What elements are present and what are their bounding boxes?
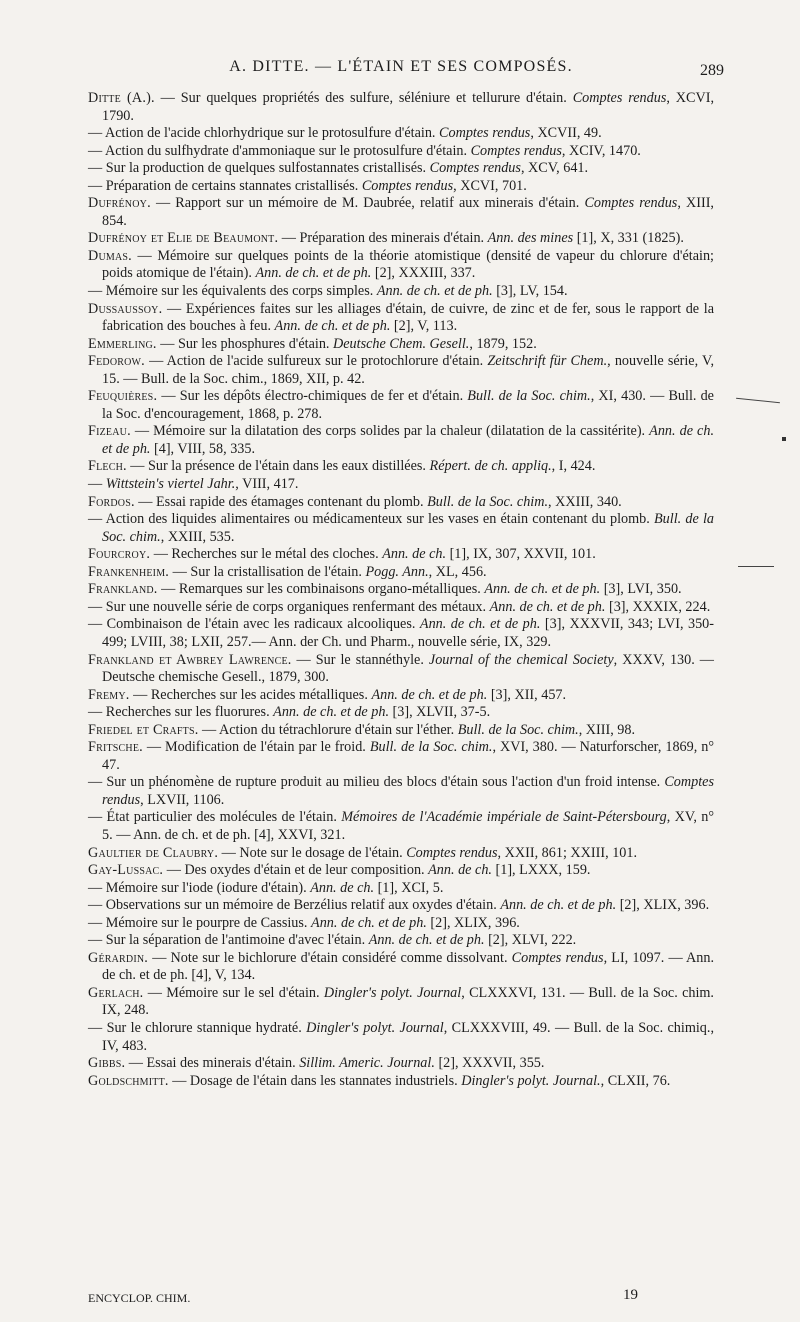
bibliography-entry — [88, 704, 714, 722]
bibliography-entry — [88, 564, 714, 582]
bibliography-entry — [88, 1055, 714, 1073]
entry-source: Ann. de ch. et de ph. — [102, 423, 714, 457]
bibliography-entry — [88, 90, 714, 125]
bibliography-entry — [88, 985, 714, 1020]
entry-source: Wittstein's viertel Jahr. — [105, 476, 236, 493]
entry-title: — Sur le stannéthyle. — [291, 651, 429, 668]
entry-title: — Action du sulfhydrate d'ammoniaque sur le protosulfure d'étain. — [88, 142, 471, 159]
bibliography-entry — [88, 687, 714, 705]
entry-volume: , XCVI, 1790. — [102, 90, 715, 124]
bibliography-entry — [88, 283, 714, 301]
entry-author: Dufrénoy et Elie de Beaumont. — [88, 230, 279, 247]
entry-source: Zeitschrift für Chem. — [487, 353, 608, 370]
entry-volume: , I, 424. — [551, 458, 596, 475]
entry-title: — Sur la cristallisation de l'étain. — [169, 563, 366, 580]
entry-title: — Sur une nouvelle série de corps organiques renfermant des métaux. — [88, 598, 490, 615]
entry-title: — Combinaison de l'étain avec les radicaux alcooliques. — [88, 616, 420, 633]
bibliography-entry — [88, 230, 714, 248]
bibliography-entry — [88, 774, 714, 809]
bibliography-entry — [88, 494, 714, 512]
entry-author: Feuquières. — [88, 388, 158, 405]
entry-source: Ann. de ch. et de ph. — [376, 283, 493, 300]
bibliography-entry — [88, 248, 714, 283]
entry-title: — Mémoire sur le sel d'étain. — [143, 984, 324, 1001]
entry-volume: [3], LVI, 350. — [600, 581, 682, 598]
entry-author: Dumas. — [88, 247, 132, 264]
entry-author: Fourcroy. — [88, 546, 151, 563]
entry-source: Sillim. Americ. Journal. — [299, 1055, 435, 1072]
entry-volume: , XCV, 641. — [520, 160, 589, 177]
entry-title: — Sur les phosphures d'étain. — [156, 335, 334, 352]
bibliography-entry — [88, 739, 714, 774]
entry-volume: [1], X, 331 (1825). — [573, 230, 684, 247]
entry-title: — Note sur le bichlorure d'étain considéré comme dissolvant. — [148, 949, 512, 966]
entry-source: Ann. de ch. et de ph. — [274, 318, 391, 335]
entry-source: Ann. de ch. — [428, 862, 492, 879]
entry-volume: [2], XXXVII, 355. — [434, 1055, 545, 1072]
entry-title: — Note sur le dosage de l'étain. — [218, 844, 407, 861]
entry-title: — Sur la séparation de l'antimoine d'avec l'étain. — [88, 932, 369, 949]
entry-author: Frankland et Awbrey Lawrence. — [88, 651, 292, 668]
page-footer — [88, 1287, 638, 1306]
entry-author: Fordos. — [88, 493, 135, 510]
entry-title: — Dosage de l'étain dans les stannates industriels. — [168, 1072, 462, 1089]
entry-source: Comptes rendus — [584, 195, 678, 212]
bibliography-entry — [88, 353, 714, 388]
entry-volume: , XXIII, 535. — [160, 528, 235, 545]
bibliography-entry — [88, 511, 714, 546]
entry-author: Frankenheim. — [88, 563, 170, 580]
entry-title: — Action des liquides alimentaires ou médicamenteux sur les vases en étain contenant du plomb. — [88, 511, 654, 528]
margin-dot — [782, 437, 786, 441]
entry-source: Ann. de ch. — [310, 879, 375, 896]
entry-volume: , XCVI, 701. — [453, 177, 527, 194]
entry-author: Dussaussoy. — [88, 300, 163, 317]
entry-volume: , XVI, 380. — Naturforscher, 1869, n° 47. — [102, 739, 714, 773]
entry-author: Frankland. — [88, 581, 158, 598]
running-title: A. DITTE. — L'ÉTAIN ET SES COMPOSÉS. — [229, 58, 573, 75]
entry-author: Emmerling. — [88, 335, 157, 352]
entry-source: Dingler's polyt. Journal — [323, 984, 462, 1001]
entry-source: Bull. de la Soc. chim. — [427, 493, 549, 510]
entry-author: Ditte (A.). — [88, 90, 155, 106]
entry-author: Fedorow. — [88, 353, 145, 370]
entry-source: Bull. de la Soc. chim. — [102, 511, 714, 545]
entry-title: — Mémoire sur l'iode (iodure d'étain). — [88, 879, 311, 896]
bibliography-entry — [88, 195, 714, 230]
entry-title: — Sur un phénomène de rupture produit au milieu des blocs d'étain sous l'action d'un froid intense. — [88, 774, 665, 791]
entry-volume: , XXIII, 340. — [548, 493, 622, 510]
entry-source: Bull. de la Soc. chim. — [467, 388, 591, 405]
entry-source: Ann. de ch. et de ph. — [273, 704, 389, 721]
entry-volume: [4], VIII, 58, 335. — [150, 440, 256, 457]
entry-volume: , XXII, 861; XXIII, 101. — [497, 844, 638, 861]
bibliography-entry — [88, 809, 714, 844]
entry-title: — Action du tétrachlorure d'étain sur l'éther. — [198, 721, 458, 738]
bibliography-entry — [88, 336, 714, 354]
entry-source: Dingler's polyt. Journal — [306, 1019, 444, 1036]
entry-title: — Modification de l'étain par le froid. — [142, 739, 370, 756]
entry-volume: , XIII, 98. — [578, 721, 636, 738]
entry-source: Journal of the chemical Society — [428, 651, 614, 668]
entry-source: Ann. de ch. et de ph. — [484, 581, 601, 598]
bibliography-list — [88, 90, 714, 1090]
entry-title: — Essai rapide des étamages contenant du plomb. — [134, 493, 428, 510]
entry-volume: , XCIV, 1470. — [561, 142, 641, 159]
entry-volume: [1], IX, 307, XXVII, 101. — [446, 546, 596, 563]
bibliography-entry — [88, 476, 714, 494]
entry-source: Dingler's polyt. Journal. — [461, 1072, 601, 1089]
entry-source: Pogg. Ann. — [365, 563, 429, 580]
entry-title: — Rapport sur un mémoire de M. Daubrée, relatif aux minerais d'étain. — [150, 195, 585, 212]
bibliography-entry — [88, 1073, 714, 1091]
entry-author: Gaultier de Claubry. — [88, 844, 219, 861]
bibliography-entry — [88, 388, 714, 423]
entry-title: — — [88, 476, 106, 493]
bibliography-entry — [88, 1020, 714, 1055]
entry-author: Goldschmitt. — [88, 1072, 169, 1089]
entry-source: Bull. de la Soc. chim. — [369, 739, 493, 756]
entry-title: — Action de l'acide chlorhydrique sur le protosulfure d'étain. — [88, 125, 440, 142]
entry-source: Ann. de ch. et de ph. — [489, 598, 606, 615]
entry-volume: [2], XLIX, 396. — [426, 914, 520, 931]
entry-title: — Préparation des minerais d'étain. — [278, 230, 488, 247]
entry-volume: , XIII, 854. — [102, 195, 714, 229]
entry-title: — Expériences faites sur les alliages d'étain, de cuivre, de zinc et de fer, sous le rapport de la fabrication des bouches à feu. — [102, 300, 714, 335]
entry-source: Ann. de ch. et de ph. — [368, 932, 485, 949]
entry-author: Gérardin. — [88, 949, 149, 966]
entry-title: — Essai des minerais d'étain. — [125, 1055, 300, 1072]
entry-volume: [3], XLVII, 37-5. — [389, 704, 491, 721]
bibliography-entry — [88, 915, 714, 933]
entry-title: — Recherches sur le métal des cloches. — [150, 546, 383, 563]
bibliography-entry — [88, 160, 714, 178]
entry-title: — Sur le chlorure stannique hydraté. — [88, 1019, 307, 1036]
entry-source: Comptes rendus — [470, 142, 562, 159]
bibliography-entry — [88, 178, 714, 196]
entry-title: — Action de l'acide sulfureux sur le protochlorure d'étain. — [144, 353, 488, 370]
bibliography-entry — [88, 932, 714, 950]
bibliography-entry — [88, 862, 714, 880]
bibliography-entry — [88, 616, 714, 651]
entry-title: — Observations sur un mémoire de Berzélius relatif aux oxydes d'étain. — [88, 897, 501, 914]
entry-source: Ann. de ch. — [382, 546, 447, 563]
signature-mark: ENCYCLOP. CHIM. — [88, 1291, 191, 1305]
entry-title: — État particulier des molécules de l'étain. — [88, 809, 342, 826]
entry-author: Flech. — [88, 458, 127, 475]
entry-source: Comptes rendus — [361, 177, 454, 194]
entry-author: Gibbs. — [88, 1055, 126, 1072]
entry-source: Ann. de ch. et de ph. — [255, 265, 372, 282]
entry-volume: , XI, 430. — Bull. de la Soc. d'encouragement, 1868, p. 278. — [102, 388, 714, 422]
entry-volume: , nouvelle série, V, 15. — Bull. de la Soc. chim., 1869, XII, p. 42. — [102, 353, 714, 387]
bibliography-entry — [88, 897, 714, 915]
entry-author: Fremy. — [88, 686, 130, 703]
entry-volume: , LXVII, 1106. — [140, 791, 225, 808]
entry-title: — Recherches sur les fluorures. — [88, 704, 274, 721]
entry-volume: [2], XLVI, 222. — [484, 932, 577, 949]
entry-volume: , XCVII, 49. — [530, 125, 602, 142]
bibliography-entry — [88, 143, 714, 161]
entry-volume: , XV, n° 5. — Ann. de ch. et de ph. [4], XXVI, 321. — [102, 809, 714, 843]
entry-author: Gerlach. — [88, 984, 144, 1001]
entry-title: — Sur quelques propriétés des sulfure, séléniure et tellurure d'étain. — [154, 90, 573, 106]
entry-title: — Remarques sur les combinaisons organo-métalliques. — [157, 581, 485, 598]
entry-title: — Mémoire sur les équivalents des corps simples. — [88, 283, 377, 300]
entry-author: Fizeau. — [88, 423, 131, 440]
entry-title: — Préparation de certains stannates cristallisés. — [88, 177, 362, 194]
entry-volume: , CLXXXVIII, 49. — Bull. de la Soc. chimiq., IV, 483. — [102, 1019, 714, 1054]
entry-title: — Sur la présence de l'étain dans les eaux distillées. — [126, 458, 430, 475]
entry-source: Comptes rendus — [511, 949, 604, 966]
bibliography-entry — [88, 880, 714, 898]
entry-source: Comptes rendus — [572, 90, 667, 106]
entry-volume: [2], V, 113. — [390, 318, 458, 335]
entry-source: Ann. des mines — [487, 230, 574, 247]
entry-volume: [3], XII, 457. — [487, 686, 567, 703]
bibliography-entry — [88, 599, 714, 617]
entry-title: — Mémoire sur quelques points de la théorie atomistique (densité de vapeur du chlorure d'étain; poids atomique de l'étain). — [102, 247, 714, 282]
bibliography-entry — [88, 125, 714, 143]
entry-source: Ann. de ch. et de ph. — [419, 616, 541, 633]
entry-author: Dufrénoy. — [88, 195, 151, 212]
running-header — [88, 58, 724, 88]
bibliography-entry — [88, 722, 714, 740]
page-number: 289 — [700, 62, 724, 79]
entry-volume: , CLXXXVI, 131. — Bull. de la Soc. chim. IX, 248. — [102, 984, 714, 1019]
entry-volume: , XL, 456. — [428, 563, 487, 580]
entry-volume: [1], XCI, 5. — [374, 879, 444, 896]
entry-author: Gay-Lussac. — [88, 862, 164, 879]
bibliography-entry — [88, 950, 714, 985]
entry-source: Comptes rendus — [429, 160, 521, 177]
entry-volume: , CLXII, 76. — [600, 1072, 671, 1089]
entry-source: Bull. de la Soc. chim. — [457, 721, 579, 738]
entry-title: — Sur les dépôts électro-chimiques de fer et d'étain. — [157, 388, 468, 405]
margin-stroke — [738, 566, 774, 567]
entry-title: — Des oxydes d'étain et de leur composition. — [163, 862, 429, 879]
entry-volume: [2], XXXIII, 337. — [371, 265, 476, 282]
entry-source: Comptes rendus — [406, 844, 498, 861]
entry-title: — Recherches sur les acides métalliques. — [129, 686, 372, 703]
entry-source: Comptes rendus — [439, 125, 531, 142]
entry-source: Mémoires de l'Académie impériale de Saint-Pétersbourg — [341, 809, 667, 826]
entry-author: Friedel et Crafts. — [88, 721, 199, 738]
entry-volume: , 1879, 152. — [469, 335, 537, 352]
bibliography-entry — [88, 423, 714, 458]
entry-author: Fritsche. — [88, 739, 143, 756]
signature-number: 19 — [623, 1287, 638, 1303]
entry-source: Deutsche Chem. Gesell. — [333, 335, 470, 352]
entry-volume: [3], LV, 154. — [492, 283, 568, 300]
entry-volume: [2], XLIX, 396. — [616, 897, 710, 914]
entry-title: — Mémoire sur le pourpre de Cassius. — [88, 914, 312, 931]
entry-volume: , XXXV, 130. — Deutsche chemische Gesell., 1879, 300. — [102, 651, 714, 686]
entry-source: Ann. de ch. et de ph. — [500, 897, 617, 914]
entry-source: Ann. de ch. et de ph. — [311, 914, 427, 931]
entry-volume: [1], LXXX, 159. — [491, 862, 591, 879]
entry-title: — Sur la production de quelques sulfostannates cristallisés. — [88, 160, 430, 177]
bibliography-entry — [88, 458, 714, 476]
entry-volume: [3], XXXIX, 224. — [605, 598, 711, 615]
bibliography-entry — [88, 301, 714, 336]
entry-source: Répert. de ch. appliq. — [429, 458, 552, 475]
bibliography-entry — [88, 845, 714, 863]
bibliography-entry — [88, 652, 714, 687]
entry-source: Comptes rendus — [102, 774, 714, 808]
entry-volume: , VIII, 417. — [235, 476, 299, 493]
entry-volume: [3], XXXVII, 343; LVI, 350-499; LVIII, 38; LXII, 257.— Ann. der Ch. und Pharm., nouvelle série, IX, 329. — [102, 616, 715, 650]
bibliography-entry — [88, 581, 714, 599]
entry-volume: , LI, 1097. — Ann. de ch. et de ph. [4], V, 134. — [102, 949, 714, 984]
entry-source: Ann. de ch. et de ph. — [371, 686, 488, 703]
bibliography-entry — [88, 546, 714, 564]
entry-title: — Mémoire sur la dilatation des corps solides par la chaleur (dilatation de la cassitérite). — [130, 423, 650, 440]
